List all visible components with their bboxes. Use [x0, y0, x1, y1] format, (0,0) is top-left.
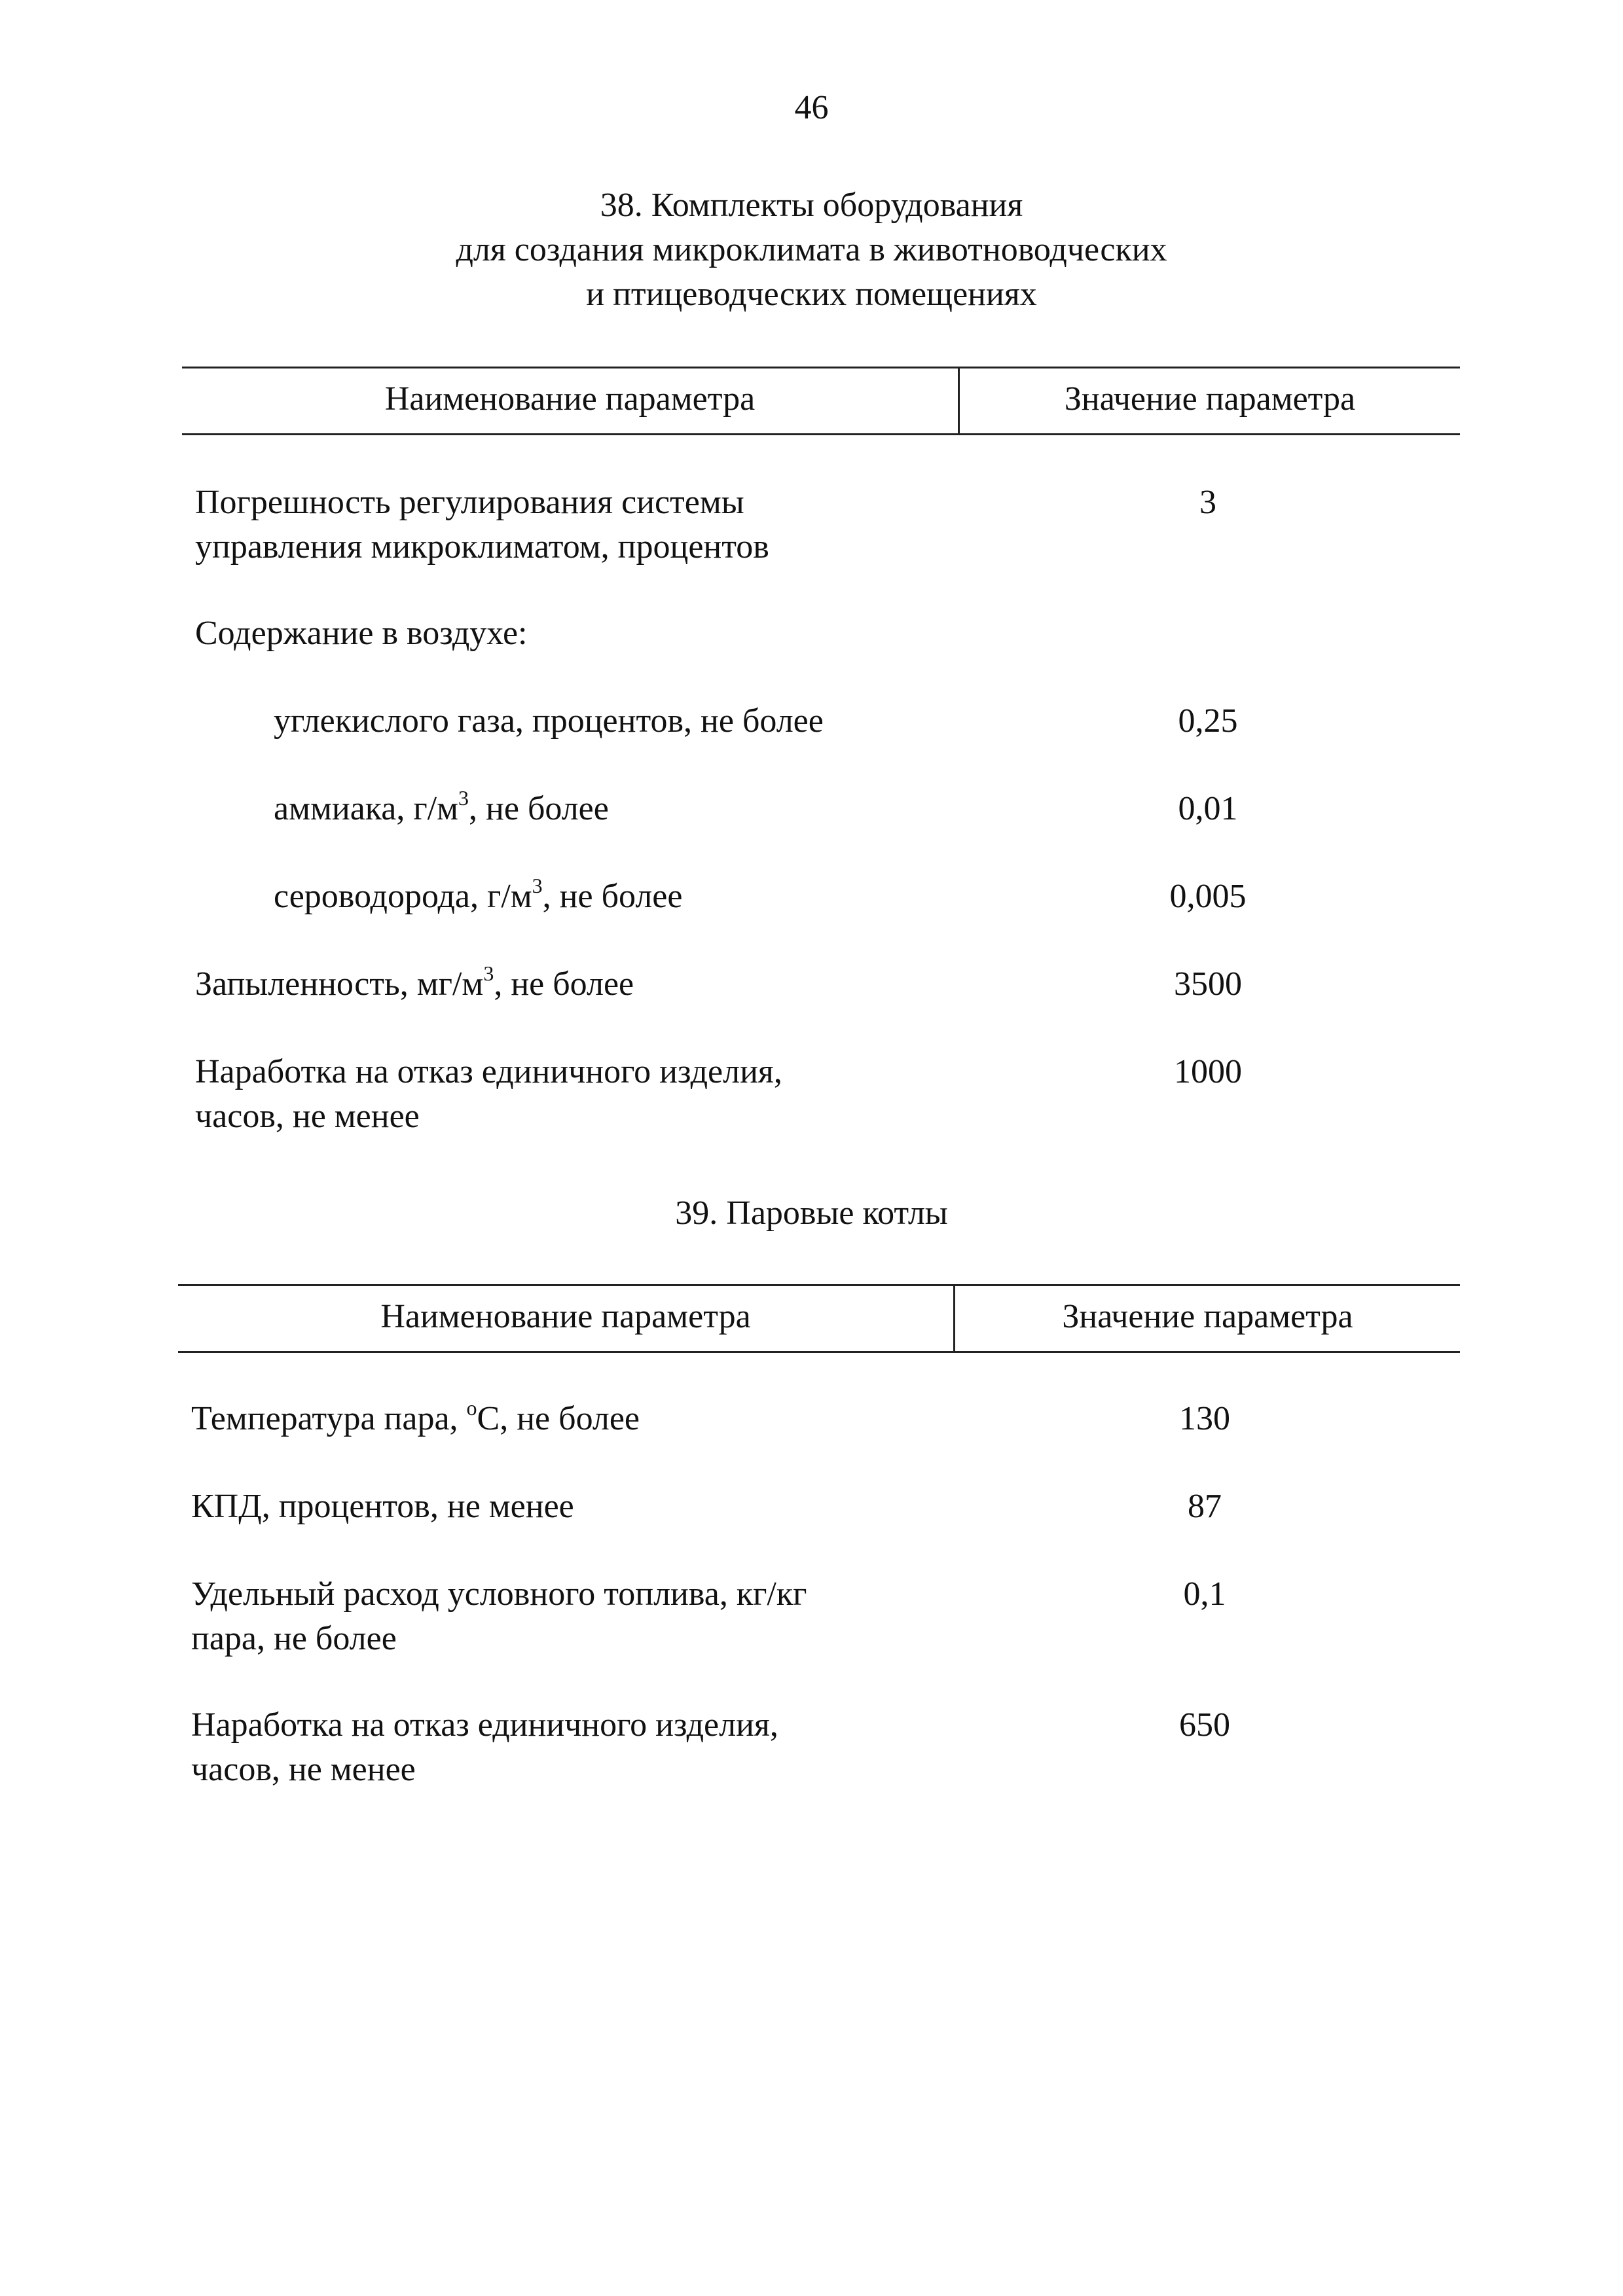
row-param-line-2: часов, не менее: [195, 1098, 420, 1135]
superscript: 3: [458, 786, 469, 810]
section-39-title: 39. Паровые котлы: [675, 1194, 948, 1232]
row-param: [191, 1703, 778, 1792]
row-param-line-2: часов, не менее: [191, 1751, 416, 1788]
row-param: [195, 1050, 782, 1139]
row-param-line-2: управления микроклиматом, процентов: [195, 528, 769, 565]
row-value: 87: [1188, 1488, 1222, 1525]
row-param-line-1: Наработка на отказ единичного изделия,: [191, 1706, 778, 1744]
row-value: 0,01: [1178, 790, 1238, 827]
section-38-title-line-3: и птицеводческих помещениях: [586, 276, 1037, 313]
row-param: [191, 1572, 807, 1661]
row-param-text-post: С, не более: [477, 1400, 640, 1437]
row-value: 3500: [1174, 965, 1242, 1003]
row-param: [195, 962, 634, 1007]
row-param-text-post: , не более: [494, 965, 634, 1003]
row-value: 0,005: [1169, 878, 1247, 915]
row-param-text-post: , не более: [469, 790, 609, 827]
table-38-header-value: Значение параметра: [1064, 380, 1356, 418]
row-param-line-1: Удельный расход условного топлива, кг/кг: [191, 1575, 807, 1613]
table-39-header-top-rule: [178, 1284, 1460, 1286]
page-number: 46: [794, 89, 829, 126]
row-param: углекислого газа, процентов, не более: [274, 702, 824, 740]
row-param: КПД, процентов, не менее: [191, 1488, 574, 1525]
row-param-line-1: Наработка на отказ единичного изделия,: [195, 1053, 782, 1090]
table-39-header-bottom-rule: [178, 1351, 1460, 1353]
table-39-header-param: Наименование параметра: [380, 1298, 751, 1335]
row-param-line-2: пара, не более: [191, 1620, 397, 1657]
row-param: [191, 1397, 640, 1441]
table-38-header-param: Наименование параметра: [384, 380, 756, 418]
row-param: [274, 874, 682, 919]
row-param: [195, 480, 769, 569]
row-value: 0,25: [1178, 702, 1238, 740]
row-param: Содержание в воздухе:: [195, 615, 528, 652]
superscript: 3: [483, 961, 494, 985]
table-39-header-value: Значение параметра: [1062, 1298, 1353, 1335]
section-38-title: [0, 183, 1623, 317]
superscript: о: [466, 1396, 477, 1420]
row-param-text: сероводорода, г/м: [274, 878, 532, 915]
section-38-title-line-1: 38. Комплекты оборудования: [600, 187, 1023, 224]
row-value: 650: [1179, 1706, 1230, 1744]
table-38-header-bottom-rule: [182, 433, 1460, 435]
row-param: [274, 787, 609, 831]
row-value: 0,1: [1183, 1575, 1226, 1613]
row-param-text: аммиака, г/м: [274, 790, 459, 827]
row-param-text: Температура пара,: [191, 1400, 467, 1437]
row-value: 3: [1199, 484, 1216, 521]
section-38-title-line-2: для создания микроклимата в животноводческих: [456, 231, 1167, 268]
row-value: 1000: [1174, 1053, 1242, 1090]
superscript: 3: [532, 874, 543, 897]
row-value: 130: [1179, 1400, 1230, 1437]
row-param-text: Запыленность, мг/м: [195, 965, 484, 1003]
row-param-text-post: , не более: [542, 878, 683, 915]
row-param-line-1: Погрешность регулирования системы: [195, 484, 744, 521]
table-38-header-top-rule: [182, 367, 1460, 368]
